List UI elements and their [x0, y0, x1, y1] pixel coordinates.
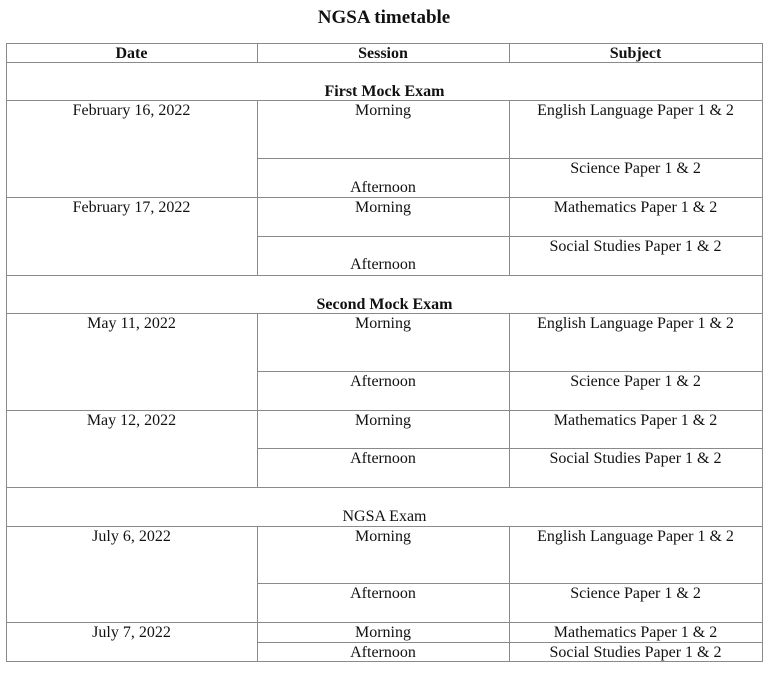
subject-cell: English Language Paper 1 & 2: [537, 528, 734, 545]
date-cell: May 11, 2022: [87, 315, 176, 332]
session-cell: Morning: [355, 199, 411, 216]
date-cell: July 7, 2022: [92, 624, 171, 641]
session-cell: Afternoon: [350, 644, 416, 661]
subject-cell: Social Studies Paper 1 & 2: [549, 450, 722, 467]
subject-cell: Science Paper 1 & 2: [570, 585, 701, 602]
subject-cell: Mathematics Paper 1 & 2: [553, 624, 718, 641]
session-cell: Morning: [355, 624, 411, 641]
table-border-right: [762, 43, 763, 662]
subject-cell: Mathematics Paper 1 & 2: [553, 412, 718, 429]
session-cell: Morning: [355, 528, 411, 545]
row-divider: [6, 487, 763, 488]
session-cell: Afternoon: [350, 256, 416, 273]
subject-cell: Social Studies Paper 1 & 2: [549, 238, 722, 255]
section-title: First Mock Exam: [324, 83, 445, 100]
session-cell: Morning: [355, 102, 411, 119]
session-cell: Afternoon: [350, 373, 416, 390]
date-cell: July 6, 2022: [92, 528, 171, 545]
session-cell: Afternoon: [350, 179, 416, 196]
session-cell: Morning: [355, 315, 411, 332]
session-cell: Afternoon: [350, 450, 416, 467]
page-title: NGSA timetable: [317, 7, 451, 28]
row-divider: [6, 275, 763, 276]
subject-cell: Science Paper 1 & 2: [570, 373, 701, 390]
section-title: NGSA Exam: [342, 508, 427, 525]
subject-cell: Social Studies Paper 1 & 2: [549, 644, 722, 661]
date-cell: May 12, 2022: [86, 412, 177, 429]
section-title: Second Mock Exam: [316, 296, 453, 313]
subject-cell: Science Paper 1 & 2: [570, 160, 701, 177]
date-cell: February 17, 2022: [72, 199, 191, 216]
subject-cell: Mathematics Paper 1 & 2: [553, 199, 718, 216]
subject-cell: English Language Paper 1 & 2: [537, 102, 734, 119]
header-subject: Subject: [609, 45, 662, 62]
date-cell: February 16, 2022: [72, 102, 191, 119]
table-border-left: [6, 43, 7, 662]
header-date: Date: [115, 45, 148, 62]
subject-cell: English Language Paper 1 & 2: [537, 315, 734, 332]
session-cell: Morning: [355, 412, 411, 429]
session-cell: Afternoon: [350, 585, 416, 602]
header-session: Session: [358, 45, 408, 62]
